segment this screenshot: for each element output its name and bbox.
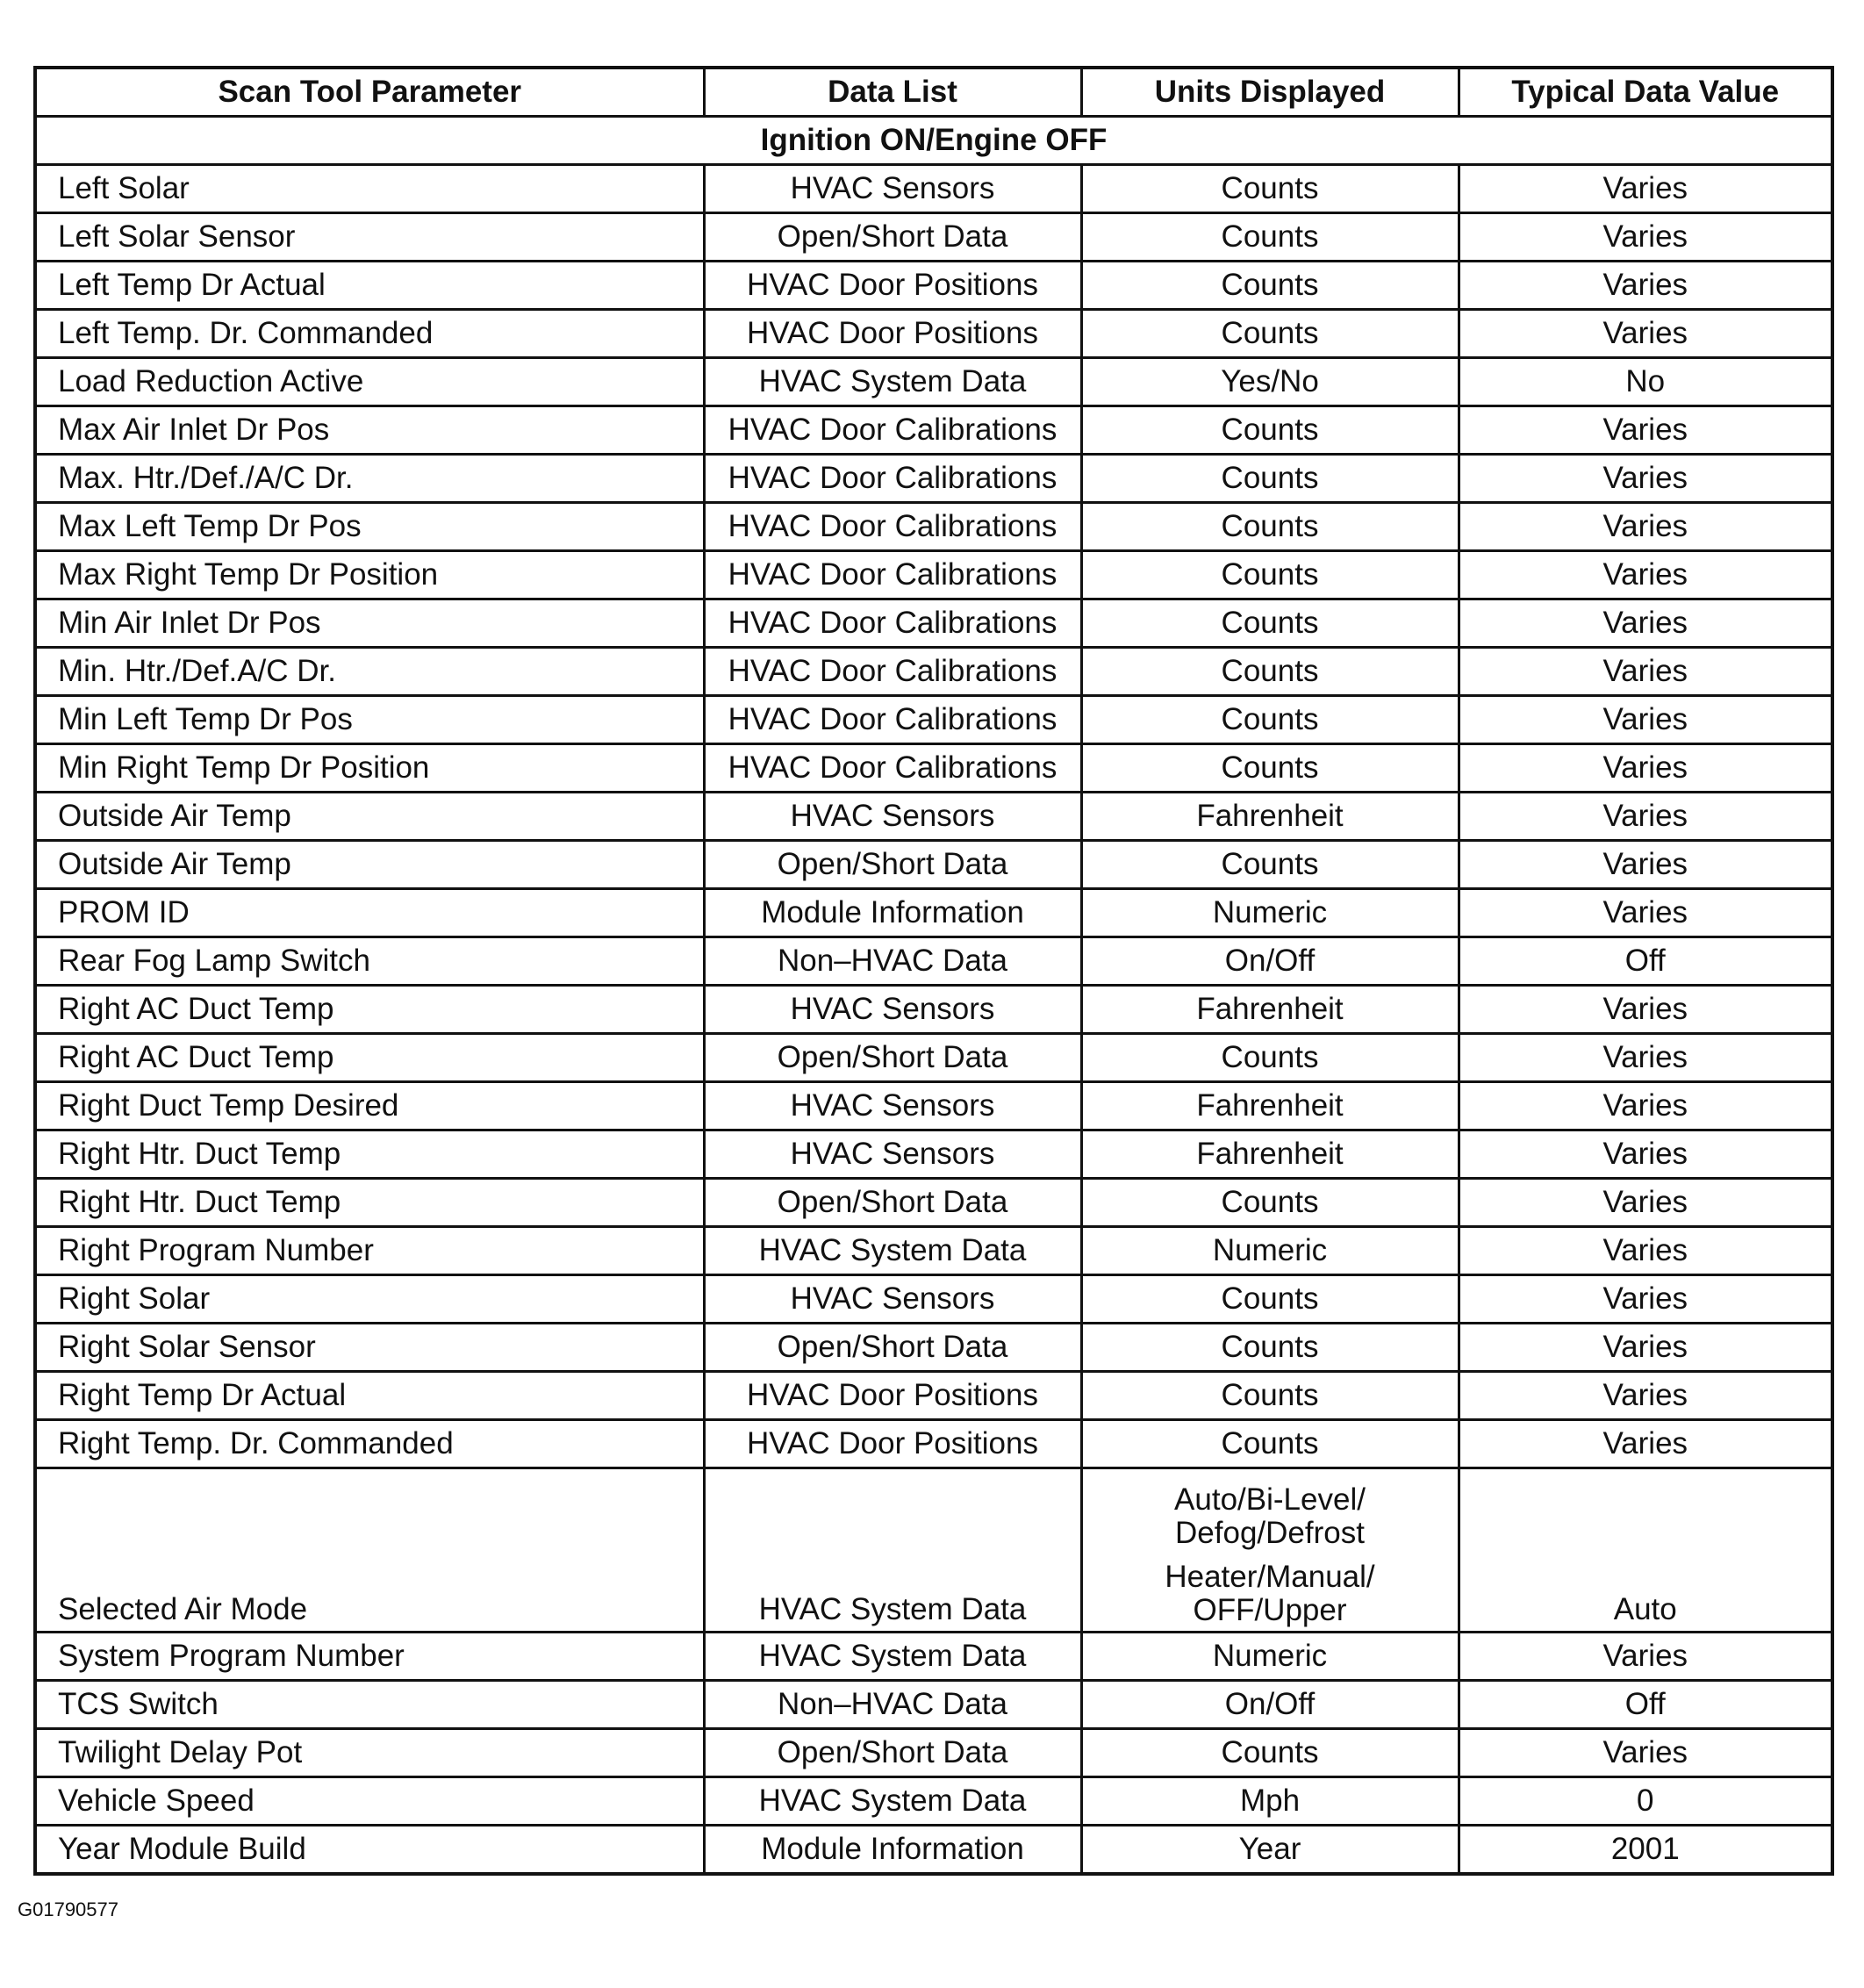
cell-data-list: HVAC Sensors (704, 793, 1081, 841)
table-row (35, 406, 1832, 455)
cell-scan-tool-parameter: Max. Htr./Def./A/C Dr. (35, 455, 704, 503)
cell-data-list: HVAC Sensors (704, 1082, 1081, 1130)
table-row (35, 165, 1832, 213)
cell-units-displayed: Counts (1081, 1179, 1459, 1227)
cell-units-displayed: Fahrenheit (1081, 986, 1459, 1034)
cell-scan-tool-parameter: Right Solar (35, 1275, 704, 1324)
cell-data-list: HVAC Door Calibrations (704, 599, 1081, 648)
cell-units-displayed: Counts (1081, 696, 1459, 744)
table-row (35, 1275, 1832, 1324)
cell-scan-tool-parameter: Load Reduction Active (35, 358, 704, 406)
cell-units-displayed: Counts (1081, 744, 1459, 793)
scan-tool-data-table-container (33, 66, 1831, 1876)
cell-data-list: Module Information (704, 1826, 1081, 1875)
cell-scan-tool-parameter: Right Solar Sensor (35, 1324, 704, 1372)
table-row (35, 889, 1832, 937)
cell-typical-data-value: Varies (1459, 744, 1832, 793)
cell-typical-data-value: Varies (1459, 165, 1832, 213)
table-row (35, 1468, 1832, 1633)
cell-units-displayed: Counts (1081, 1420, 1459, 1468)
cell-scan-tool-parameter: Outside Air Temp (35, 841, 704, 889)
cell-data-list: HVAC Sensors (704, 986, 1081, 1034)
table-row (35, 648, 1832, 696)
cell-typical-data-value: Varies (1459, 1324, 1832, 1372)
cell-data-list: HVAC Door Positions (704, 1420, 1081, 1468)
cell-typical-data-value: Varies (1459, 889, 1832, 937)
cell-units-displayed: Counts (1081, 599, 1459, 648)
cell-units-displayed: Counts (1081, 455, 1459, 503)
cell-data-list: HVAC System Data (704, 1468, 1081, 1633)
cell-units-displayed: Counts (1081, 213, 1459, 262)
table-row (35, 1729, 1832, 1777)
table-row (35, 310, 1832, 358)
cell-typical-data-value: 2001 (1459, 1826, 1832, 1875)
cell-data-list: HVAC Sensors (704, 1275, 1081, 1324)
cell-data-list: HVAC Door Positions (704, 262, 1081, 310)
cell-units-displayed: Counts (1081, 1372, 1459, 1420)
table-row (35, 1826, 1832, 1875)
cell-units-displayed: Fahrenheit (1081, 1130, 1459, 1179)
header-data-list: Data List (704, 68, 1081, 117)
cell-units-displayed: Counts (1081, 406, 1459, 455)
cell-data-list: HVAC Door Positions (704, 1372, 1081, 1420)
cell-typical-data-value: Varies (1459, 213, 1832, 262)
cell-units-displayed: Counts (1081, 1275, 1459, 1324)
cell-scan-tool-parameter: Vehicle Speed (35, 1777, 704, 1826)
cell-data-list: Non–HVAC Data (704, 937, 1081, 986)
cell-data-list: HVAC Door Calibrations (704, 696, 1081, 744)
cell-typical-data-value: Varies (1459, 503, 1832, 551)
table-row (35, 1372, 1832, 1420)
cell-typical-data-value: Varies (1459, 310, 1832, 358)
table-row (35, 213, 1832, 262)
cell-scan-tool-parameter: Max Air Inlet Dr Pos (35, 406, 704, 455)
cell-units-displayed: Numeric (1081, 889, 1459, 937)
header-units-displayed: Units Displayed (1081, 68, 1459, 117)
cell-typical-data-value: No (1459, 358, 1832, 406)
scan-tool-data-table (33, 66, 1834, 1876)
cell-typical-data-value: Varies (1459, 455, 1832, 503)
cell-data-list: Module Information (704, 889, 1081, 937)
cell-scan-tool-parameter: Right Htr. Duct Temp (35, 1130, 704, 1179)
cell-scan-tool-parameter: PROM ID (35, 889, 704, 937)
cell-scan-tool-parameter: Min Right Temp Dr Position (35, 744, 704, 793)
table-row (35, 1179, 1832, 1227)
cell-data-list: Open/Short Data (704, 213, 1081, 262)
cell-units-displayed: Counts (1081, 165, 1459, 213)
cell-scan-tool-parameter: Right AC Duct Temp (35, 1034, 704, 1082)
cell-typical-data-value: Varies (1459, 1227, 1832, 1275)
table-row (35, 1777, 1832, 1826)
cell-scan-tool-parameter: Rear Fog Lamp Switch (35, 937, 704, 986)
cell-scan-tool-parameter: Right AC Duct Temp (35, 986, 704, 1034)
cell-data-list: HVAC System Data (704, 1227, 1081, 1275)
cell-data-list: Open/Short Data (704, 841, 1081, 889)
cell-typical-data-value: Varies (1459, 1729, 1832, 1777)
cell-scan-tool-parameter: Min Left Temp Dr Pos (35, 696, 704, 744)
table-row (35, 1324, 1832, 1372)
cell-scan-tool-parameter: Left Temp Dr Actual (35, 262, 704, 310)
table-row (35, 1034, 1832, 1082)
cell-typical-data-value: Varies (1459, 648, 1832, 696)
cell-typical-data-value: Varies (1459, 986, 1832, 1034)
cell-units-displayed: Mph (1081, 1777, 1459, 1826)
cell-scan-tool-parameter: Left Solar (35, 165, 704, 213)
cell-typical-data-value: Auto (1459, 1468, 1832, 1633)
table-row (35, 696, 1832, 744)
cell-units-displayed: Numeric (1081, 1633, 1459, 1681)
table-row (35, 599, 1832, 648)
table-row (35, 1082, 1832, 1130)
table-row (35, 358, 1832, 406)
cell-scan-tool-parameter: Right Duct Temp Desired (35, 1082, 704, 1130)
cell-data-list: HVAC Sensors (704, 165, 1081, 213)
cell-scan-tool-parameter: System Program Number (35, 1633, 704, 1681)
cell-scan-tool-parameter: Outside Air Temp (35, 793, 704, 841)
header-scan-tool-parameter: Scan Tool Parameter (35, 68, 704, 117)
cell-scan-tool-parameter: Min Air Inlet Dr Pos (35, 599, 704, 648)
table-row (35, 937, 1832, 986)
cell-data-list: HVAC System Data (704, 1777, 1081, 1826)
units-line: Heater/Manual/ (1165, 1560, 1375, 1594)
cell-units-displayed: Counts (1081, 262, 1459, 310)
cell-data-list: HVAC Door Calibrations (704, 406, 1081, 455)
cell-typical-data-value: Varies (1459, 841, 1832, 889)
cell-typical-data-value: 0 (1459, 1777, 1832, 1826)
table-row (35, 262, 1832, 310)
cell-typical-data-value: Varies (1459, 1420, 1832, 1468)
cell-units-displayed: Counts (1081, 503, 1459, 551)
header-row (35, 68, 1832, 117)
cell-scan-tool-parameter: Left Solar Sensor (35, 213, 704, 262)
cell-data-list: HVAC System Data (704, 1633, 1081, 1681)
cell-units-displayed: Fahrenheit (1081, 793, 1459, 841)
cell-data-list: Open/Short Data (704, 1179, 1081, 1227)
figure-id: G01790577 (18, 1898, 118, 1920)
cell-typical-data-value: Varies (1459, 1034, 1832, 1082)
cell-scan-tool-parameter: TCS Switch (35, 1681, 704, 1729)
cell-scan-tool-parameter: Max Right Temp Dr Position (35, 551, 704, 599)
cell-data-list: HVAC Door Calibrations (704, 648, 1081, 696)
cell-scan-tool-parameter: Max Left Temp Dr Pos (35, 503, 704, 551)
cell-data-list: Open/Short Data (704, 1034, 1081, 1082)
cell-typical-data-value: Varies (1459, 1130, 1832, 1179)
cell-typical-data-value: Off (1459, 937, 1832, 986)
table-row (35, 1130, 1832, 1179)
cell-units-displayed: Numeric (1081, 1227, 1459, 1275)
table-row (35, 1633, 1832, 1681)
table-row (35, 744, 1832, 793)
table-row (35, 1681, 1832, 1729)
cell-typical-data-value: Varies (1459, 1633, 1832, 1681)
cell-typical-data-value: Varies (1459, 1179, 1832, 1227)
cell-units-displayed: Counts (1081, 1034, 1459, 1082)
cell-typical-data-value: Varies (1459, 696, 1832, 744)
cell-scan-tool-parameter: Right Temp. Dr. Commanded (35, 1420, 704, 1468)
cell-units-displayed: Counts (1081, 551, 1459, 599)
cell-scan-tool-parameter: Min. Htr./Def.A/C Dr. (35, 648, 704, 696)
cell-scan-tool-parameter: Right Program Number (35, 1227, 704, 1275)
cell-units-displayed: Counts (1081, 841, 1459, 889)
cell-scan-tool-parameter: Selected Air Mode (35, 1468, 704, 1633)
cell-scan-tool-parameter: Right Temp Dr Actual (35, 1372, 704, 1420)
cell-units-displayed: Counts (1081, 648, 1459, 696)
cell-data-list: HVAC Door Calibrations (704, 551, 1081, 599)
cell-typical-data-value: Varies (1459, 793, 1832, 841)
cell-scan-tool-parameter: Twilight Delay Pot (35, 1729, 704, 1777)
cell-scan-tool-parameter: Left Temp. Dr. Commanded (35, 310, 704, 358)
cell-typical-data-value: Varies (1459, 262, 1832, 310)
table-row (35, 1227, 1832, 1275)
cell-typical-data-value: Varies (1459, 1275, 1832, 1324)
table-row (35, 841, 1832, 889)
cell-data-list: Open/Short Data (704, 1729, 1081, 1777)
cell-typical-data-value: Varies (1459, 406, 1832, 455)
cell-units-displayed (1081, 1468, 1459, 1633)
table-row (35, 503, 1832, 551)
cell-units-displayed: Yes/No (1081, 358, 1459, 406)
cell-data-list: HVAC Door Calibrations (704, 744, 1081, 793)
cell-data-list: HVAC Sensors (704, 1130, 1081, 1179)
section-row (35, 117, 1832, 165)
cell-data-list: HVAC Door Calibrations (704, 503, 1081, 551)
cell-units-displayed: Fahrenheit (1081, 1082, 1459, 1130)
table-row (35, 793, 1832, 841)
units-line: Defog/Defrost (1175, 1516, 1365, 1550)
cell-scan-tool-parameter: Right Htr. Duct Temp (35, 1179, 704, 1227)
header-typical-data-value: Typical Data Value (1459, 68, 1832, 117)
cell-typical-data-value: Varies (1459, 1372, 1832, 1420)
cell-scan-tool-parameter: Year Module Build (35, 1826, 704, 1875)
cell-data-list: Non–HVAC Data (704, 1681, 1081, 1729)
cell-typical-data-value: Varies (1459, 599, 1832, 648)
section-title: Ignition ON/Engine OFF (35, 117, 1832, 165)
cell-typical-data-value: Off (1459, 1681, 1832, 1729)
cell-units-displayed: Counts (1081, 1729, 1459, 1777)
cell-units-displayed: On/Off (1081, 1681, 1459, 1729)
cell-units-displayed: Counts (1081, 310, 1459, 358)
cell-typical-data-value: Varies (1459, 551, 1832, 599)
table-row (35, 455, 1832, 503)
cell-data-list: Open/Short Data (704, 1324, 1081, 1372)
units-line: OFF/Upper (1193, 1593, 1347, 1627)
cell-typical-data-value: Varies (1459, 1082, 1832, 1130)
table-row (35, 1420, 1832, 1468)
units-line: Auto/Bi-Level/ (1174, 1482, 1366, 1517)
cell-units-displayed: On/Off (1081, 937, 1459, 986)
cell-data-list: HVAC Door Calibrations (704, 455, 1081, 503)
table-row (35, 551, 1832, 599)
cell-data-list: HVAC System Data (704, 358, 1081, 406)
table-row (35, 986, 1832, 1034)
cell-units-displayed: Year (1081, 1826, 1459, 1875)
cell-data-list: HVAC Door Positions (704, 310, 1081, 358)
cell-units-displayed: Counts (1081, 1324, 1459, 1372)
